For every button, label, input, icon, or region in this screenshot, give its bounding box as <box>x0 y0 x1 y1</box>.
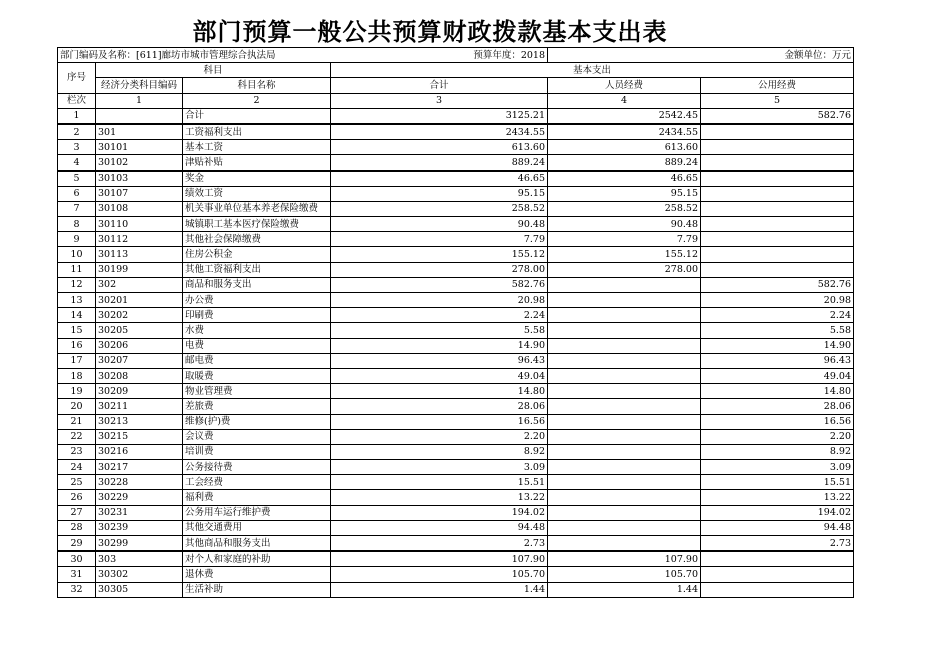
table-row <box>58 520 854 535</box>
row-personnel: 46.65 <box>548 171 701 187</box>
row-total: 20.98 <box>331 293 548 308</box>
row-total: 90.48 <box>331 217 548 232</box>
table-row <box>58 124 854 140</box>
page-title: 部门预算一般公共预算财政拨款基本支出表 <box>192 18 668 46</box>
table-row <box>58 353 854 368</box>
row-public: 28.06 <box>701 399 854 414</box>
table-row <box>58 171 854 187</box>
row-code: 30209 <box>96 384 183 399</box>
row-total: 155.12 <box>331 247 548 262</box>
colno-2: 2 <box>183 93 331 108</box>
row-name: 维修(护)费 <box>183 414 331 429</box>
row-personnel <box>548 384 701 399</box>
seq-header: 序号 <box>58 63 96 93</box>
row-code: 30101 <box>96 140 183 155</box>
row-personnel <box>548 323 701 338</box>
table-row <box>58 262 854 277</box>
row-name: 工会经费 <box>183 475 331 490</box>
row-total: 278.00 <box>331 262 548 277</box>
row-code: 30108 <box>96 201 183 216</box>
row-code: 30302 <box>96 567 183 582</box>
row-name: 工资福利支出 <box>183 124 331 140</box>
row-public: 94.48 <box>701 520 854 535</box>
table-row <box>58 232 854 247</box>
row-personnel <box>548 293 701 308</box>
table-row <box>58 567 854 582</box>
row-total: 16.56 <box>331 414 548 429</box>
table-row <box>58 368 854 383</box>
row-seq: 31 <box>58 567 96 582</box>
row-code: 302 <box>96 277 183 292</box>
row-personnel: 278.00 <box>548 262 701 277</box>
colno-1: 1 <box>96 93 183 108</box>
table-row <box>58 414 854 429</box>
row-total: 889.24 <box>331 155 548 171</box>
row-code: 30202 <box>96 308 183 323</box>
row-name: 水费 <box>183 323 331 338</box>
dept-label: 部门编码及名称：[611]廊坊市城市管理综合执法局 <box>58 48 331 63</box>
row-personnel <box>548 353 701 368</box>
row-public: 582.76 <box>701 277 854 292</box>
row-public: 49.04 <box>701 368 854 383</box>
row-code: 301 <box>96 124 183 140</box>
row-public: 14.90 <box>701 338 854 353</box>
row-personnel <box>548 505 701 520</box>
row-total: 14.80 <box>331 384 548 399</box>
table-row <box>58 201 854 216</box>
row-name: 公务用车运行维护费 <box>183 505 331 520</box>
row-name: 其他工资福利支出 <box>183 262 331 277</box>
row-personnel <box>548 460 701 475</box>
table-row <box>58 108 854 124</box>
row-seq: 24 <box>58 460 96 475</box>
table-row <box>58 444 854 459</box>
row-code: 30110 <box>96 217 183 232</box>
row-personnel: 889.24 <box>548 155 701 171</box>
row-personnel: 2542.45 <box>548 108 701 124</box>
row-public <box>701 140 854 155</box>
row-public <box>701 551 854 567</box>
row-total: 105.70 <box>331 567 548 582</box>
row-total: 13.22 <box>331 490 548 505</box>
row-code: 30239 <box>96 520 183 535</box>
row-seq: 3 <box>58 140 96 155</box>
row-total: 8.92 <box>331 444 548 459</box>
row-seq: 9 <box>58 232 96 247</box>
table-row <box>58 140 854 155</box>
table-row <box>58 536 854 552</box>
row-name: 住房公积金 <box>183 247 331 262</box>
row-seq: 7 <box>58 201 96 216</box>
row-seq: 1 <box>58 108 96 124</box>
row-code: 30213 <box>96 414 183 429</box>
row-name: 其他交通费用 <box>183 520 331 535</box>
row-seq: 5 <box>58 171 96 187</box>
row-public <box>701 582 854 597</box>
row-public <box>701 232 854 247</box>
row-seq: 27 <box>58 505 96 520</box>
row-name: 生活补助 <box>183 582 331 597</box>
row-seq: 17 <box>58 353 96 368</box>
table-row <box>58 308 854 323</box>
row-personnel: 107.90 <box>548 551 701 567</box>
row-seq: 30 <box>58 551 96 567</box>
row-total: 94.48 <box>331 520 548 535</box>
row-seq: 20 <box>58 399 96 414</box>
row-seq: 26 <box>58 490 96 505</box>
row-personnel: 7.79 <box>548 232 701 247</box>
row-seq: 29 <box>58 536 96 552</box>
row-total: 107.90 <box>331 551 548 567</box>
table-body <box>58 108 854 597</box>
row-name: 退休费 <box>183 567 331 582</box>
table-row <box>58 551 854 567</box>
row-code: 30217 <box>96 460 183 475</box>
table-row <box>58 399 854 414</box>
row-personnel: 95.15 <box>548 186 701 201</box>
row-seq: 22 <box>58 429 96 444</box>
row-seq: 23 <box>58 444 96 459</box>
row-public: 2.73 <box>701 536 854 552</box>
row-personnel: 613.60 <box>548 140 701 155</box>
unit-label: 金额单位：万元 <box>701 48 854 63</box>
row-seq: 16 <box>58 338 96 353</box>
row-personnel <box>548 308 701 323</box>
row-seq: 25 <box>58 475 96 490</box>
table-row <box>58 217 854 232</box>
row-public <box>701 155 854 171</box>
row-total: 613.60 <box>331 140 548 155</box>
row-seq: 10 <box>58 247 96 262</box>
row-code: 30103 <box>96 171 183 187</box>
row-public <box>701 262 854 277</box>
table-row <box>58 490 854 505</box>
row-seq: 18 <box>58 368 96 383</box>
table-row <box>58 247 854 262</box>
row-name: 对个人和家庭的补助 <box>183 551 331 567</box>
row-name: 邮电费 <box>183 353 331 368</box>
row-total: 2.20 <box>331 429 548 444</box>
row-code: 30102 <box>96 155 183 171</box>
row-total: 2.24 <box>331 308 548 323</box>
row-name: 合计 <box>183 108 331 124</box>
row-personnel: 2434.55 <box>548 124 701 140</box>
row-name: 物业管理费 <box>183 384 331 399</box>
row-public: 16.56 <box>701 414 854 429</box>
row-public <box>701 124 854 140</box>
row-seq: 21 <box>58 414 96 429</box>
row-personnel <box>548 277 701 292</box>
colno-header: 栏次 <box>58 93 96 108</box>
row-public <box>701 186 854 201</box>
table-row <box>58 475 854 490</box>
row-personnel <box>548 414 701 429</box>
row-public: 2.24 <box>701 308 854 323</box>
row-public: 13.22 <box>701 490 854 505</box>
row-public <box>701 201 854 216</box>
colno-3: 3 <box>331 93 548 108</box>
row-name: 绩效工资 <box>183 186 331 201</box>
row-total: 46.65 <box>331 171 548 187</box>
code-header: 经济分类科目编码 <box>96 78 183 93</box>
row-seq: 11 <box>58 262 96 277</box>
row-personnel: 258.52 <box>548 201 701 216</box>
row-total: 1.44 <box>331 582 548 597</box>
row-name: 办公费 <box>183 293 331 308</box>
row-personnel: 90.48 <box>548 217 701 232</box>
row-total: 96.43 <box>331 353 548 368</box>
row-personnel <box>548 536 701 552</box>
row-total: 49.04 <box>331 368 548 383</box>
table-row <box>58 460 854 475</box>
row-seq: 19 <box>58 384 96 399</box>
table-row <box>58 429 854 444</box>
row-name: 其他商品和服务支出 <box>183 536 331 552</box>
row-name: 机关事业单位基本养老保险缴费 <box>183 201 331 216</box>
table-row <box>58 186 854 201</box>
row-name: 取暖费 <box>183 368 331 383</box>
row-total: 258.52 <box>331 201 548 216</box>
row-seq: 12 <box>58 277 96 292</box>
row-personnel <box>548 368 701 383</box>
year-label: 预算年度：2018 <box>331 48 548 63</box>
row-total: 2434.55 <box>331 124 548 140</box>
row-name: 福利费 <box>183 490 331 505</box>
table-row <box>58 338 854 353</box>
row-code: 30228 <box>96 475 183 490</box>
row-code <box>96 108 183 124</box>
row-code: 303 <box>96 551 183 567</box>
row-code: 30207 <box>96 353 183 368</box>
table-row <box>58 384 854 399</box>
row-public: 15.51 <box>701 475 854 490</box>
basic-header: 基本支出 <box>331 63 854 78</box>
row-public <box>701 247 854 262</box>
row-public <box>701 567 854 582</box>
row-code: 30305 <box>96 582 183 597</box>
row-public <box>701 217 854 232</box>
total-header: 合计 <box>331 78 548 93</box>
row-personnel <box>548 399 701 414</box>
row-code: 30206 <box>96 338 183 353</box>
public-header: 公用经费 <box>701 78 854 93</box>
row-personnel <box>548 520 701 535</box>
row-name: 培训费 <box>183 444 331 459</box>
row-total: 194.02 <box>331 505 548 520</box>
row-public: 96.43 <box>701 353 854 368</box>
row-name: 城镇职工基本医疗保险缴费 <box>183 217 331 232</box>
row-total: 3.09 <box>331 460 548 475</box>
table-row <box>58 155 854 171</box>
row-name: 基本工资 <box>183 140 331 155</box>
row-code: 30107 <box>96 186 183 201</box>
row-personnel <box>548 338 701 353</box>
header-row-1 <box>58 63 854 78</box>
row-public: 582.76 <box>701 108 854 124</box>
row-seq: 32 <box>58 582 96 597</box>
row-name: 公务接待费 <box>183 460 331 475</box>
row-code: 30113 <box>96 247 183 262</box>
budget-table <box>57 47 854 598</box>
row-seq: 13 <box>58 293 96 308</box>
table-row <box>58 323 854 338</box>
row-personnel <box>548 475 701 490</box>
row-code: 30201 <box>96 293 183 308</box>
table-row <box>58 293 854 308</box>
header-row-2 <box>58 78 854 93</box>
row-name: 电费 <box>183 338 331 353</box>
row-name: 其他社会保障缴费 <box>183 232 331 247</box>
row-name: 奖金 <box>183 171 331 187</box>
row-public: 8.92 <box>701 444 854 459</box>
personnel-header: 人员经费 <box>548 78 701 93</box>
row-seq: 6 <box>58 186 96 201</box>
row-seq: 4 <box>58 155 96 171</box>
row-total: 2.73 <box>331 536 548 552</box>
row-total: 582.76 <box>331 277 548 292</box>
row-total: 28.06 <box>331 399 548 414</box>
colno-5: 5 <box>701 93 854 108</box>
row-code: 30216 <box>96 444 183 459</box>
row-seq: 2 <box>58 124 96 140</box>
row-personnel <box>548 444 701 459</box>
row-code: 30215 <box>96 429 183 444</box>
row-public: 5.58 <box>701 323 854 338</box>
row-total: 5.58 <box>331 323 548 338</box>
row-code: 30208 <box>96 368 183 383</box>
row-seq: 15 <box>58 323 96 338</box>
row-total: 15.51 <box>331 475 548 490</box>
row-seq: 14 <box>58 308 96 323</box>
table-row <box>58 505 854 520</box>
row-code: 30199 <box>96 262 183 277</box>
colno-row <box>58 93 854 108</box>
row-code: 30229 <box>96 490 183 505</box>
row-name: 津贴补贴 <box>183 155 331 171</box>
row-public: 14.80 <box>701 384 854 399</box>
row-personnel <box>548 429 701 444</box>
row-personnel: 1.44 <box>548 582 701 597</box>
row-total: 14.90 <box>331 338 548 353</box>
row-name: 印刷费 <box>183 308 331 323</box>
row-code: 30205 <box>96 323 183 338</box>
row-seq: 8 <box>58 217 96 232</box>
row-code: 30112 <box>96 232 183 247</box>
table-row <box>58 582 854 597</box>
row-public: 194.02 <box>701 505 854 520</box>
table-row <box>58 277 854 292</box>
row-total: 7.79 <box>331 232 548 247</box>
row-personnel: 105.70 <box>548 567 701 582</box>
row-name: 差旅费 <box>183 399 331 414</box>
row-code: 30211 <box>96 399 183 414</box>
row-personnel <box>548 490 701 505</box>
row-public <box>701 171 854 187</box>
row-public: 20.98 <box>701 293 854 308</box>
row-public: 3.09 <box>701 460 854 475</box>
row-name: 商品和服务支出 <box>183 277 331 292</box>
subject-header: 科目 <box>96 63 331 78</box>
row-public: 2.20 <box>701 429 854 444</box>
row-total: 3125.21 <box>331 108 548 124</box>
colno-4: 4 <box>548 93 701 108</box>
row-code: 30299 <box>96 536 183 552</box>
row-code: 30231 <box>96 505 183 520</box>
row-total: 95.15 <box>331 186 548 201</box>
row-seq: 28 <box>58 520 96 535</box>
name-header: 科目名称 <box>183 78 331 93</box>
row-personnel: 155.12 <box>548 247 701 262</box>
info-row <box>58 48 854 63</box>
row-name: 会议费 <box>183 429 331 444</box>
